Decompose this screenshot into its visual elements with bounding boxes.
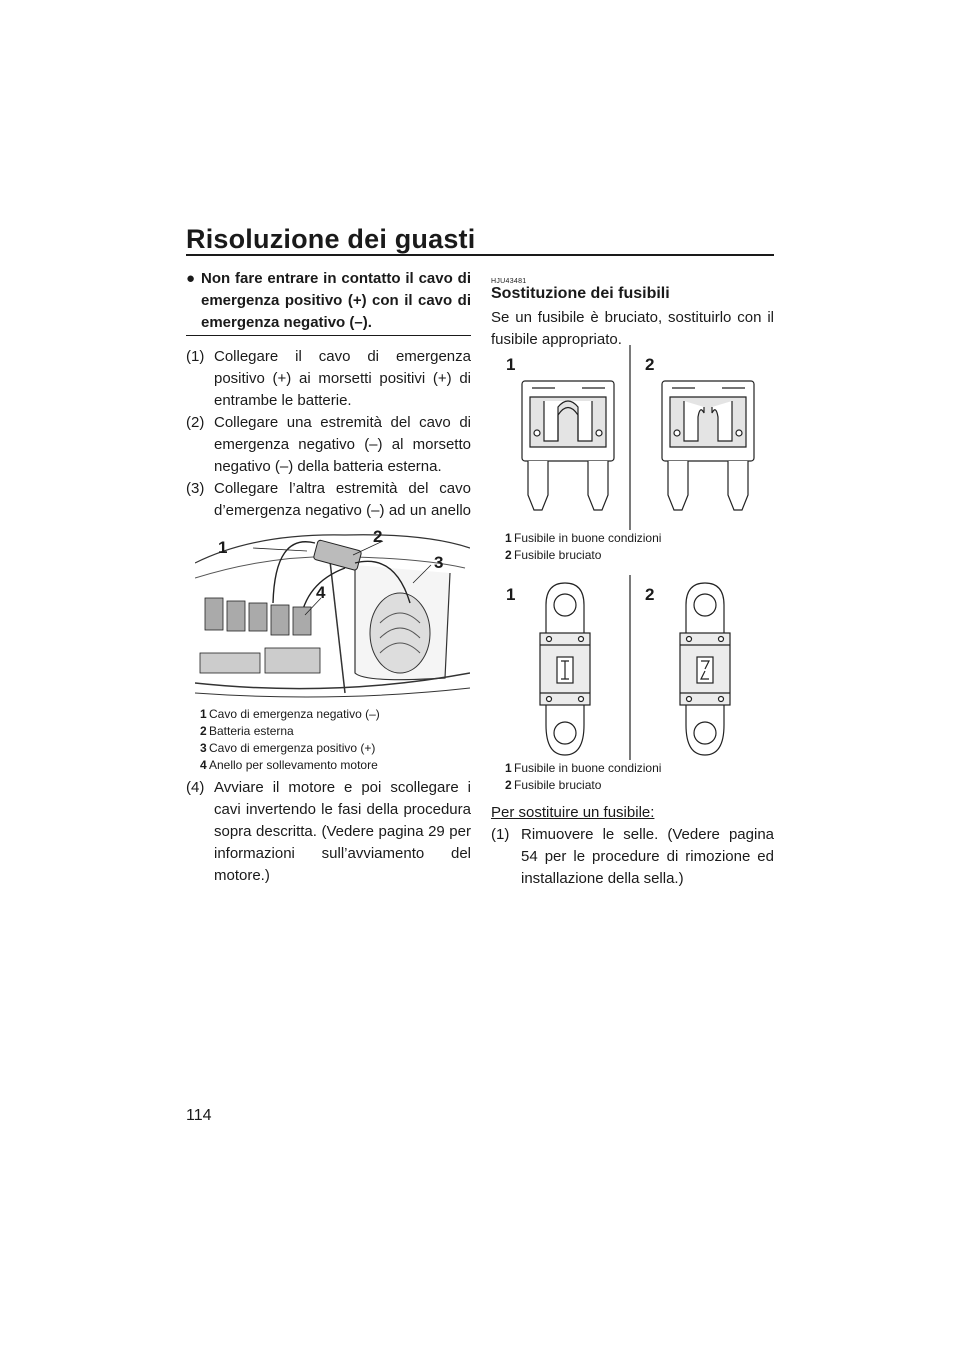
step-text: Collegare una estremità del cavo di emergenza negativo (–) al morsetto negativo (–) della batteria esterna.: [214, 414, 471, 475]
caption-row: 2 Batteria esterna: [200, 724, 294, 738]
jump-start-illustration: [195, 523, 470, 703]
caption-row: 3 Cavo di emergenza positivo (+): [200, 741, 376, 755]
divider: [186, 335, 471, 336]
caption-row: 1 Cavo di emergenza negativo (–): [200, 707, 380, 721]
caption-row: 1 Fusibile in buone condizioni: [505, 531, 662, 545]
step-number: (1): [491, 826, 510, 843]
section-code: HJU43481: [491, 278, 527, 285]
caption-row: 1 Fusibile in buone condizioni: [505, 761, 662, 775]
step-number: (3): [186, 480, 205, 497]
figure1-captions: [200, 706, 380, 774]
figure3-label-1: 1: [506, 585, 516, 604]
page-number: 114: [186, 1107, 212, 1124]
warning-text: Non fare entrare in contatto il cavo di emergenza positivo (+) con il cavo di emergenza negativo (–).: [201, 270, 471, 331]
step-text: Collegare l’altra estremità del cavo d’emergenza negativo (–) ad un anello: [214, 480, 471, 519]
caption-row: 4 Anello per sollevamento motore: [200, 758, 378, 772]
figure1-callout-4: 4: [316, 583, 326, 602]
figure2-captions: [505, 530, 661, 564]
figure2-label-1: 1: [506, 355, 516, 374]
steps-left: [186, 346, 471, 544]
replace-heading: Per sostituire un fusibile:: [491, 804, 655, 821]
step-number: (4): [186, 779, 205, 796]
figure2-label-2: 2: [645, 355, 655, 374]
figure3-captions: [505, 760, 661, 794]
step-text: Avviare il motore e poi scollegare i cavi invertendo le fasi della procedura sopra descritta. (Vedere pagina 29 per informazioni sull’avviamento del motore.): [214, 779, 471, 884]
caption-row: 2 Fusibile bruciato: [505, 778, 602, 792]
title-underline: [186, 254, 774, 256]
figure3-label-2: 2: [645, 585, 655, 604]
figure1-callout-1: 1: [218, 538, 228, 557]
step-text: Collegare il cavo di emergenza positivo (+) ai morsetti positivi (+) di entrambe le batterie.: [214, 348, 471, 409]
step-number: (2): [186, 414, 205, 431]
replace-steps: [491, 824, 774, 890]
step-text: Rimuovere le selle. (Vedere pagina 54 per le procedure di rimozione ed installazione della sella.): [521, 826, 774, 887]
figure1-callout-3: 3: [434, 553, 444, 572]
section-heading: Sostituzione dei fusibili: [491, 285, 670, 302]
step-number: (1): [186, 348, 205, 365]
section-intro: Se un fusibile è bruciato, sostituirlo con il fusibile appropriato.: [491, 309, 774, 348]
step-item: [186, 412, 471, 478]
warning-note: [186, 268, 471, 334]
caption-row: 2 Fusibile bruciato: [505, 548, 602, 562]
blade-fuse-diagram: [500, 345, 770, 530]
strip-fuse-diagram: [500, 575, 770, 760]
step-4: [186, 777, 471, 887]
step-item: [186, 346, 471, 412]
page-title: Risoluzione dei guasti: [186, 224, 476, 254]
bullet-icon: ●: [186, 270, 196, 287]
figure1-callout-2: 2: [373, 527, 383, 546]
